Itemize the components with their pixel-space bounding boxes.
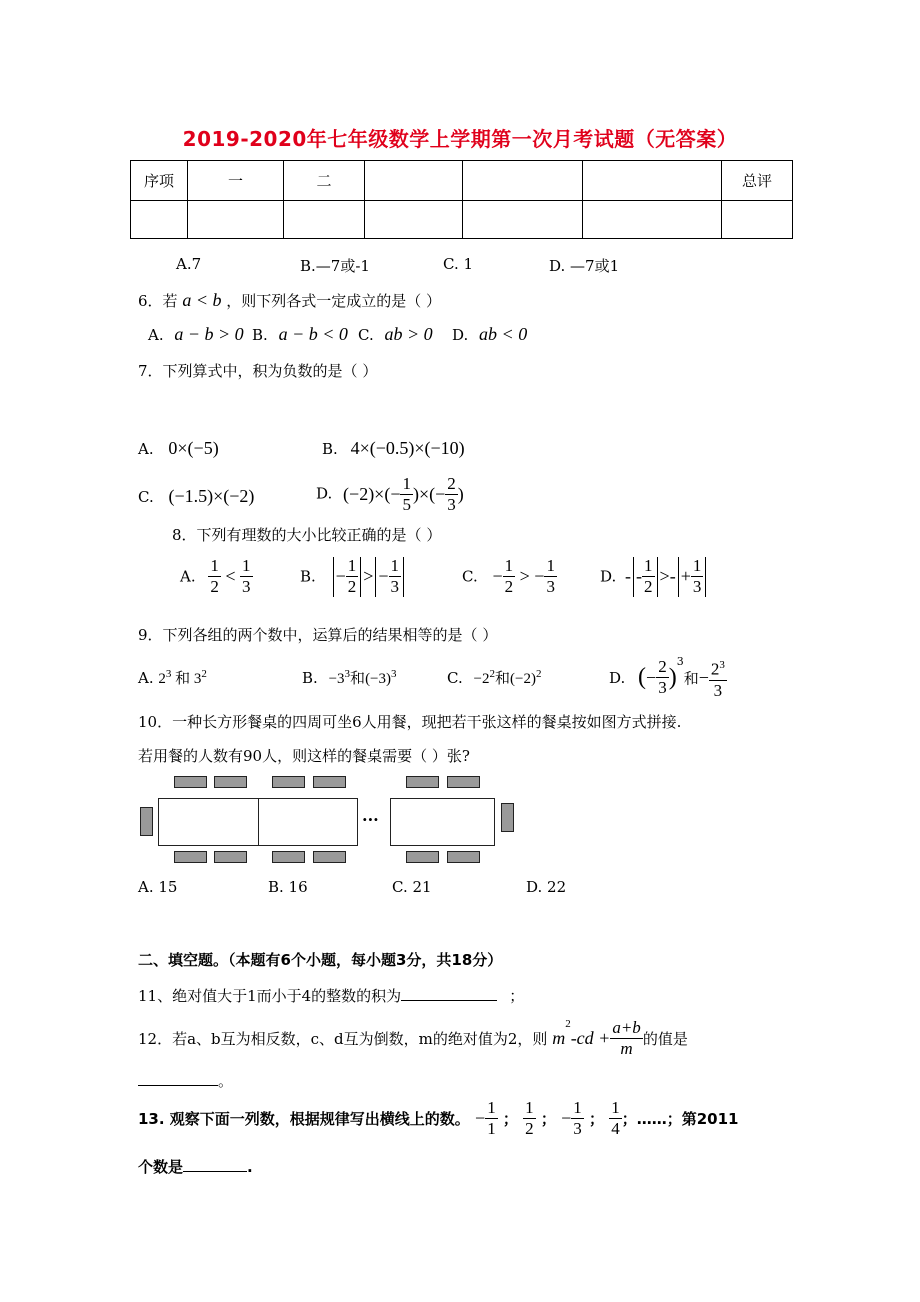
q9-option-b: B. $-3^3$和$(-3)^3$: [302, 668, 397, 687]
q13-text: 13. 观察下面一列数，根据规律写出横线上的数。: [138, 1110, 470, 1128]
q10-option-b: B. 16: [268, 878, 308, 896]
chair: [214, 851, 247, 863]
dining-table: [258, 798, 358, 846]
q10-option-d: D. 22: [526, 878, 567, 896]
q6-stem-pre: 6．若: [138, 292, 178, 310]
q7-option-b: B. 4×(−0.5)×(−10): [322, 438, 465, 458]
q6-option-a: A. a − b > 0: [148, 324, 244, 344]
q7-option-a-label: A.: [138, 440, 154, 458]
q8-option-d-label: D.: [600, 567, 617, 586]
score-cell[interactable]: [583, 201, 722, 239]
score-header-cell: 总评: [722, 161, 793, 201]
q8-option-a-label: A.: [180, 567, 196, 586]
score-cell[interactable]: [463, 201, 583, 239]
chair: [174, 851, 207, 863]
q5-option-a: A.7: [176, 255, 202, 273]
q8-option-b: B. − $\frac{1}{2}$ > − $\frac{1}{3}$: [300, 556, 406, 597]
score-cell[interactable]: [131, 201, 188, 239]
q7-option-d: D. (−2)×(− $\frac{1}{5}$ )×(− $\frac{2}{3}$ ): [316, 474, 464, 514]
q7-stem: 7．下列算式中，积为负数的是（ ）: [138, 362, 378, 380]
q6-stem: [138, 290, 441, 311]
q9-option-d: D. (− $\frac{2}{3}$ )$^3$和− $\frac{2^3}{3}$: [609, 655, 725, 700]
q7-option-c: C. (−1.5)×(−2): [138, 486, 255, 506]
chair: [140, 807, 153, 836]
q9-option-c: C. $-2^2$和$(-2)^2$: [447, 668, 542, 687]
q6-condition: a < b: [182, 290, 222, 310]
q9-option-b-label: B.: [302, 669, 318, 687]
dining-table: [158, 798, 260, 846]
page-title: 2019-2020年七年级数学上学期第一次月考试题（无答案）: [182, 127, 738, 151]
chair: [272, 776, 305, 788]
chair: [406, 776, 439, 788]
q7-option-c-label: C.: [138, 488, 154, 506]
q6-option-b: B. a − b < 0: [252, 324, 348, 344]
q5-option-b: B.—7或-1: [300, 257, 370, 275]
q9-option-c-label: C.: [447, 669, 463, 687]
score-table-input-row: [131, 201, 793, 239]
chair: [214, 776, 247, 788]
q7-option-d-label: D.: [316, 484, 333, 503]
chair: [501, 803, 514, 832]
section2-heading: 二、填空题。（本题有6个小题，每小题3分，共18分）: [138, 951, 503, 969]
q10-line1: 10．一种长方形餐桌的四周可坐6人用餐，现把若干张这样的餐桌按如图方式拼接.: [138, 713, 682, 731]
q12: 12．若a、b互为相反数，c、d互为倒数，m的绝对值为2，则 $m^2-cd$ + $\frac{a+b}{m}$ 的值是: [138, 1018, 688, 1058]
score-cell[interactable]: [188, 201, 284, 239]
q10-option-c: C. 21: [392, 878, 432, 896]
q8-option-c: C. − $\frac{1}{2}$ > − $\frac{1}{3}$: [462, 556, 555, 596]
q7-option-b-label: B.: [322, 440, 338, 458]
score-cell[interactable]: [722, 201, 793, 239]
score-cell[interactable]: [365, 201, 463, 239]
q6-stem-post: ，则下列各式一定成立的是（ ）: [226, 292, 442, 310]
chair: [272, 851, 305, 863]
score-table: [130, 160, 793, 239]
q11-answer-blank[interactable]: [401, 1000, 497, 1001]
q12-answer-line: 。: [138, 1070, 233, 1091]
q6-option-a-label: A.: [148, 326, 164, 344]
q11: 11、绝对值大于1而小于4的整数的积为 ；: [138, 987, 525, 1005]
score-header-cell: 二: [284, 161, 365, 201]
q12-post-text: 的值是: [642, 1030, 688, 1048]
score-header-cell: [583, 161, 722, 201]
score-header-cell: 一: [188, 161, 284, 201]
q8-stem: 8．下列有理数的大小比较正确的是（ ）: [172, 526, 442, 544]
q10-option-a: A. 15: [138, 878, 178, 896]
q8-option-c-label: C.: [462, 567, 478, 586]
score-cell[interactable]: [284, 201, 365, 239]
score-header-cell: [365, 161, 463, 201]
q7-option-a: A. 0×(−5): [138, 438, 219, 458]
score-header-cell: 序项: [131, 161, 188, 201]
q13-tail: ；……；第2011: [621, 1110, 739, 1128]
q9-option-a-label: A.: [138, 669, 154, 687]
q9-option-d-label: D.: [609, 668, 626, 687]
q6-option-c-label: C.: [358, 326, 374, 344]
q6-option-d-label: D.: [452, 326, 469, 344]
q11-text: 11、绝对值大于1而小于4的整数的积为: [138, 987, 402, 1005]
q13-line2-text: 个数是: [138, 1158, 184, 1176]
dining-table: [390, 798, 495, 846]
chair: [447, 851, 480, 863]
q5-option-d: D. —7或1: [549, 257, 620, 275]
q8-option-d: D. - - $\frac{1}{2}$ >- + $\frac{1}{3}$: [600, 556, 708, 597]
q6-option-d: D. ab < 0: [452, 324, 528, 344]
q12-text: 12．若a、b互为相反数，c、d互为倒数，m的绝对值为2，则: [138, 1030, 548, 1048]
q6-option-c: C. ab > 0: [358, 324, 433, 344]
q13: 13. 观察下面一列数，根据规律写出横线上的数。 − $\frac{1}{1}$ ； $\frac{1}{2}$ ； − $\frac{1}{3}$ ； $\frac{1}{4}$ ；……；第2011: [138, 1098, 739, 1138]
score-header-cell: [463, 161, 583, 201]
q6-option-b-label: B.: [252, 326, 268, 344]
chair: [174, 776, 207, 788]
chair: [447, 776, 480, 788]
q8-option-b-label: B.: [300, 567, 316, 586]
chair: [313, 851, 346, 863]
score-table-header-row: [131, 161, 793, 201]
q12-answer-blank[interactable]: [138, 1085, 218, 1086]
q13-answer-blank[interactable]: [183, 1171, 247, 1172]
q13-line2: 个数是 .: [138, 1158, 253, 1176]
q5-option-c: C. 1: [443, 255, 474, 273]
q10-line2: 若用餐的人数有90人，则这样的餐桌需要（ ）张?: [138, 747, 470, 765]
q8-option-a: A. $\frac{1}{2}$ < $\frac{1}{3}$: [180, 556, 251, 596]
q9-option-a: A. $2^3$ 和 $3^2$: [138, 668, 207, 687]
continuation-dots: ···: [362, 810, 379, 829]
q9-stem: 9．下列各组的两个数中，运算后的结果相等的是（ ）: [138, 626, 498, 644]
chair: [406, 851, 439, 863]
chair: [313, 776, 346, 788]
